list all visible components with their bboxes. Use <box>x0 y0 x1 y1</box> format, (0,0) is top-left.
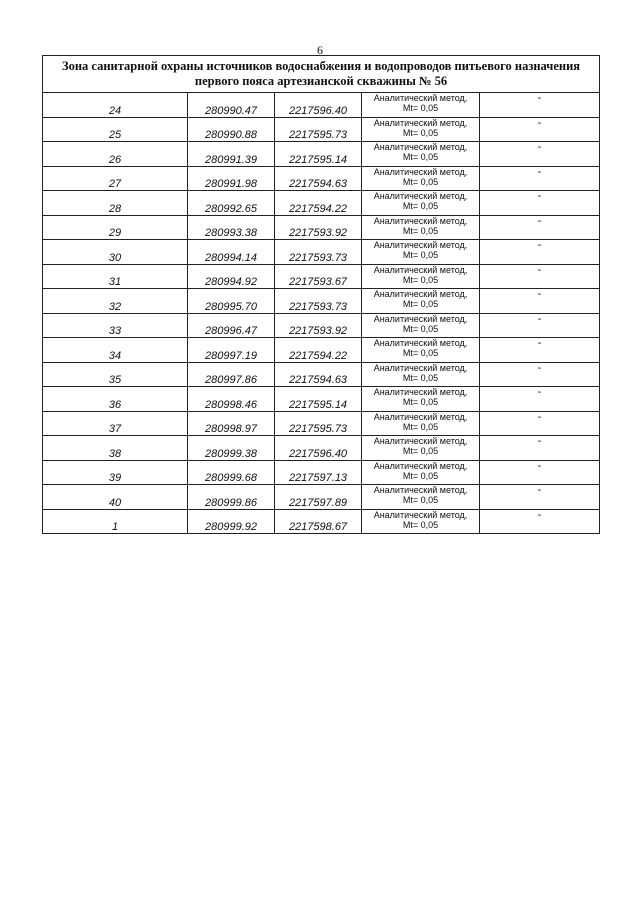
value-cell: - <box>480 411 600 436</box>
point-number-cell: 28 <box>43 191 188 216</box>
table-row <box>43 93 600 118</box>
value-cell: - <box>480 142 600 167</box>
method-cell <box>362 411 480 436</box>
method-cell <box>362 362 480 387</box>
y-coordinate-cell: 2217597.13 <box>275 460 362 485</box>
caption-line-1: Зона санитарной охраны источников водоснабжения и водопроводов питьевого назначения <box>61 59 581 73</box>
y-coordinate-cell: 2217595.14 <box>275 142 362 167</box>
method-cell <box>362 215 480 240</box>
table-row <box>43 289 600 314</box>
x-coordinate-cell: 280990.88 <box>188 117 275 142</box>
table-row <box>43 264 600 289</box>
table-row <box>43 191 600 216</box>
x-coordinate-cell: 280996.47 <box>188 313 275 338</box>
method-line-1: Аналитический метод, <box>373 485 468 495</box>
table-row <box>43 509 600 534</box>
table-row <box>43 313 600 338</box>
method-line-2: Mt= 0,05 <box>402 397 439 407</box>
method-line-2: Mt= 0,05 <box>402 274 439 285</box>
method-line-1: Аналитический метод, <box>373 460 468 471</box>
x-coordinate-cell: 280992.65 <box>188 191 275 216</box>
method-line-2: Mt= 0,05 <box>402 103 439 113</box>
method-cell <box>362 313 480 338</box>
x-coordinate-cell: 280991.39 <box>188 142 275 167</box>
value-cell: - <box>480 362 600 387</box>
table-row <box>43 460 600 485</box>
method-cell <box>362 191 480 216</box>
point-number-cell: 29 <box>43 215 188 240</box>
y-coordinate-cell: 2217595.73 <box>275 117 362 142</box>
y-coordinate-cell: 2217593.92 <box>275 313 362 338</box>
y-coordinate-cell: 2217597.89 <box>275 485 362 510</box>
y-coordinate-cell: 2217598.67 <box>275 509 362 534</box>
table-row <box>43 142 600 167</box>
method-line-2: Mt= 0,05 <box>402 348 439 358</box>
x-coordinate-cell: 280990.47 <box>188 93 275 118</box>
method-line-1: Аналитический метод, <box>373 411 468 422</box>
y-coordinate-cell: 2217596.40 <box>275 93 362 118</box>
x-coordinate-cell: 280998.46 <box>188 387 275 412</box>
method-line-1: Аналитический метод, <box>373 509 468 520</box>
value-cell: - <box>480 93 600 118</box>
y-coordinate-cell: 2217594.22 <box>275 191 362 216</box>
method-line-1: Аналитический метод, <box>373 142 468 152</box>
method-cell <box>362 387 480 412</box>
value-cell: - <box>480 313 600 338</box>
y-coordinate-cell: 2217593.73 <box>275 289 362 314</box>
value-cell: - <box>480 264 600 289</box>
x-coordinate-cell: 280998.97 <box>188 411 275 436</box>
method-line-2: Mt= 0,05 <box>402 495 439 505</box>
method-line-1: Аналитический метод, <box>373 338 468 348</box>
method-cell <box>362 460 480 485</box>
value-cell: - <box>480 166 600 191</box>
method-line-1: Аналитический метод, <box>373 387 468 397</box>
x-coordinate-cell: 280995.70 <box>188 289 275 314</box>
caption-row <box>43 56 600 93</box>
point-number-cell: 36 <box>43 387 188 412</box>
method-line-1: Аналитический метод, <box>373 289 468 299</box>
y-coordinate-cell: 2217596.40 <box>275 436 362 461</box>
method-line-2: Mt= 0,05 <box>402 225 439 236</box>
coordinates-table <box>42 55 600 534</box>
caption-line-2: первого пояса артезианской скважины № 56 <box>194 74 448 88</box>
y-coordinate-cell: 2217594.22 <box>275 338 362 363</box>
method-cell <box>362 485 480 510</box>
y-coordinate-cell: 2217593.73 <box>275 240 362 265</box>
table-body <box>43 56 600 534</box>
value-cell: - <box>480 117 600 142</box>
point-number-cell: 32 <box>43 289 188 314</box>
value-cell: - <box>480 338 600 363</box>
value-cell: - <box>480 509 600 534</box>
x-coordinate-cell: 280997.86 <box>188 362 275 387</box>
method-line-1: Аналитический метод, <box>373 117 468 128</box>
method-line-1: Аналитический метод, <box>373 166 468 177</box>
method-line-1: Аналитический метод, <box>373 240 468 250</box>
value-cell: - <box>480 215 600 240</box>
method-line-2: Mt= 0,05 <box>402 323 439 334</box>
method-line-1: Аналитический метод, <box>373 93 468 103</box>
point-number-cell: 31 <box>43 264 188 289</box>
value-cell: - <box>480 485 600 510</box>
x-coordinate-cell: 280993.38 <box>188 215 275 240</box>
table-row <box>43 387 600 412</box>
table-row <box>43 485 600 510</box>
value-cell: - <box>480 436 600 461</box>
point-number-cell: 39 <box>43 460 188 485</box>
x-coordinate-cell: 280999.92 <box>188 509 275 534</box>
x-coordinate-cell: 280999.38 <box>188 436 275 461</box>
value-cell: - <box>480 460 600 485</box>
table-row <box>43 117 600 142</box>
y-coordinate-cell: 2217593.67 <box>275 264 362 289</box>
x-coordinate-cell: 280997.19 <box>188 338 275 363</box>
page-number: 6 <box>317 43 323 57</box>
method-cell <box>362 142 480 167</box>
method-line-2: Mt= 0,05 <box>402 176 439 187</box>
x-coordinate-cell: 280999.68 <box>188 460 275 485</box>
y-coordinate-cell: 2217595.14 <box>275 387 362 412</box>
x-coordinate-cell: 280994.92 <box>188 264 275 289</box>
y-coordinate-cell: 2217594.63 <box>275 166 362 191</box>
y-coordinate-cell: 2217594.63 <box>275 362 362 387</box>
method-line-2: Mt= 0,05 <box>402 470 439 481</box>
method-line-2: Mt= 0,05 <box>402 250 439 260</box>
table-caption <box>43 56 600 93</box>
method-cell <box>362 338 480 363</box>
table-row <box>43 411 600 436</box>
method-cell <box>362 264 480 289</box>
table-row <box>43 240 600 265</box>
table-row <box>43 338 600 363</box>
point-number-cell: 1 <box>43 509 188 534</box>
method-line-2: Mt= 0,05 <box>402 446 439 456</box>
value-cell: - <box>480 191 600 216</box>
y-coordinate-cell: 2217593.92 <box>275 215 362 240</box>
method-line-1: Аналитический метод, <box>373 362 468 373</box>
value-cell: - <box>480 240 600 265</box>
method-cell <box>362 93 480 118</box>
method-line-1: Аналитический метод, <box>373 264 468 275</box>
point-number-cell: 25 <box>43 117 188 142</box>
table-row <box>43 362 600 387</box>
method-line-2: Mt= 0,05 <box>402 519 439 530</box>
x-coordinate-cell: 280999.86 <box>188 485 275 510</box>
method-line-2: Mt= 0,05 <box>402 421 439 432</box>
x-coordinate-cell: 280994.14 <box>188 240 275 265</box>
table-row <box>43 166 600 191</box>
point-number-cell: 37 <box>43 411 188 436</box>
method-cell <box>362 509 480 534</box>
value-cell: - <box>480 387 600 412</box>
method-cell <box>362 240 480 265</box>
point-number-cell: 27 <box>43 166 188 191</box>
method-line-1: Аналитический метод, <box>373 191 468 201</box>
table-row <box>43 215 600 240</box>
method-cell <box>362 289 480 314</box>
point-number-cell: 24 <box>43 93 188 118</box>
point-number-cell: 33 <box>43 313 188 338</box>
value-cell: - <box>480 289 600 314</box>
point-number-cell: 26 <box>43 142 188 167</box>
method-line-2: Mt= 0,05 <box>402 299 439 309</box>
method-line-2: Mt= 0,05 <box>402 201 439 211</box>
method-line-1: Аналитический метод, <box>373 215 468 226</box>
method-cell <box>362 117 480 142</box>
point-number-cell: 35 <box>43 362 188 387</box>
method-line-2: Mt= 0,05 <box>402 372 439 383</box>
method-line-2: Mt= 0,05 <box>402 127 439 138</box>
table-row <box>43 436 600 461</box>
method-line-1: Аналитический метод, <box>373 313 468 324</box>
point-number-cell: 40 <box>43 485 188 510</box>
method-line-2: Mt= 0,05 <box>402 152 439 162</box>
method-cell <box>362 436 480 461</box>
x-coordinate-cell: 280991.98 <box>188 166 275 191</box>
method-line-1: Аналитический метод, <box>373 436 468 446</box>
y-coordinate-cell: 2217595.73 <box>275 411 362 436</box>
method-cell <box>362 166 480 191</box>
point-number-cell: 38 <box>43 436 188 461</box>
point-number-cell: 34 <box>43 338 188 363</box>
point-number-cell: 30 <box>43 240 188 265</box>
